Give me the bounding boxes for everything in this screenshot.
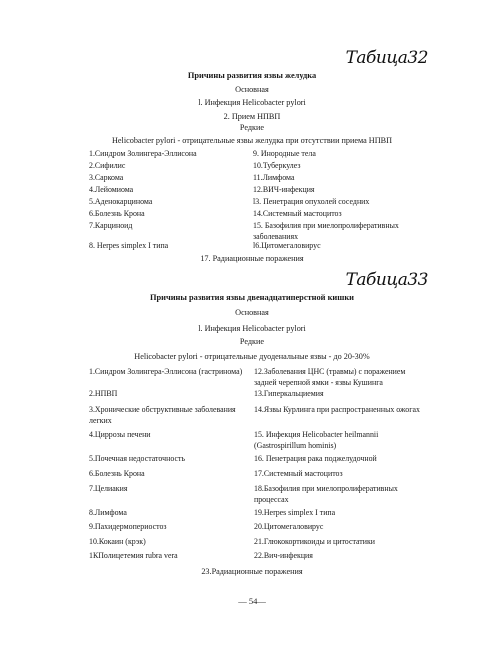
table-33-left-item: 9.Пахидермопериостоз [89,522,167,531]
table-32-right-item: l3. Пенетрация опухолей соседних [253,197,370,206]
table-33-right-item: 17.Системный мастоцитоз [254,469,343,478]
table-33-rare-heading: Редкие [239,337,265,346]
table-32-right-item: 11.Лимфома [253,173,295,182]
table-33-main-cause-1: l. Инфекция Helicobacter pylori [198,324,306,333]
table-32-rare-heading: Редкие [239,123,265,132]
page-number: — 54— [238,596,266,606]
table-33-left-item: 7.Целиакия [89,484,128,493]
table-32-right-item: 14.Системный мастоцитоз [253,209,342,218]
table-32-left-item: 7.Карциноид [89,221,133,230]
table-32-main-cause-2: 2. Прием НПВП [223,112,281,121]
table-32-main-heading: Основная [235,85,269,94]
table-32-main-cause-1: l. Инфекция Helicobacter pylori [198,98,306,107]
table-33-left-item: 8.Лимфома [89,508,127,517]
table-32-title: Причины развития язвы желудка [187,71,317,80]
table-32-right-item: l6.Цитомегаловирус [253,241,321,250]
table-32-tag: Табица32 [345,48,428,68]
table-32-right-item: 10.Туберкулез [253,161,301,170]
table-33-left-item: 5.Почечная недостаточность [89,454,186,463]
table-32-left-item: 3.Саркома [89,173,124,182]
table-33-left-item: 10.Кокаин (крэк) [89,537,146,546]
table-33-left-item: 1КПолицетемия rubra vera [89,551,178,560]
table-32-left-item: 4.Лейомиома [89,185,134,194]
table-33-right-item: 18.Базофилия при миелопролиферативных процессах [254,484,398,504]
table-33-right-item: 16. Пенетрация рака поджелудочной [254,454,377,463]
table-32-right-item: 9. Инородные тела [253,149,316,158]
table-33-right-item: 12.Заболевания ЦНС (травмы) с поражением задней черепной ямки - язвы Кушинга [254,367,406,387]
table-32-left-item: 6.Болезнь Крона [89,209,145,218]
table-32-left-item: 2.Сифилис [89,161,126,170]
table-33-tag: Табица33 [345,270,428,290]
table-33-main-heading: Основная [235,308,269,317]
table-32-last-item: 17. Радиационные поражения [200,254,304,263]
table-33-right-item: 14.Язвы Курлинга при распространенных ожогах [254,405,420,414]
table-33-left-item: 3.Хронические обструктивные заболевания легких [89,405,236,425]
table-33-right-item: 15. Инфекция Helicobacter heilmannii (Gastrospirillum hominis) [254,430,379,450]
table-32-left-item: 1.Синдром Золингера-Эллисона [89,149,197,158]
table-33-right-item: 21.Глюкокортикоиды и цитостатики [254,537,376,546]
table-33-note: Helicobacter pylori - отрицательные дуоденальные язвы - до 20-30% [134,352,370,361]
table-33-right-item: 20.Цитомегаловирус [254,522,324,531]
table-32-left-item: 5.Аденокарцинома [89,197,153,206]
table-32-right-item: 15. Базофилия при миелопролиферативных заболеваниях [253,221,399,241]
table-33-title: Причины развития язвы двенадцатиперстной кишки [150,293,354,302]
table-33-last-item: 23.Радиационные поражения [201,567,303,576]
table-32-note: Helicobacter pylori - отрицательные язвы желудка при отсутствии приема НПВП [112,136,392,145]
table-32-left-item: 8. Herpes simplex I типа [89,241,169,250]
table-33-left-item: 6.Болезнь Крона [89,469,145,478]
table-32-right-item: 12.ВИЧ-инфекция [253,185,315,194]
table-33-right-item: 22.Вич-инфекция [254,551,313,560]
table-33-left-item: 4.Циррозы печени [89,430,151,439]
table-33-right-item: 19.Herpes simplex I типа [254,508,336,517]
table-33-right-item: 13.Гиперкальциемия [254,389,324,398]
table-33-left-item: 1.Синдром Золингера-Эллисона (гастринома) [89,367,243,376]
table-33-left-item: 2.НПВП [89,389,118,398]
